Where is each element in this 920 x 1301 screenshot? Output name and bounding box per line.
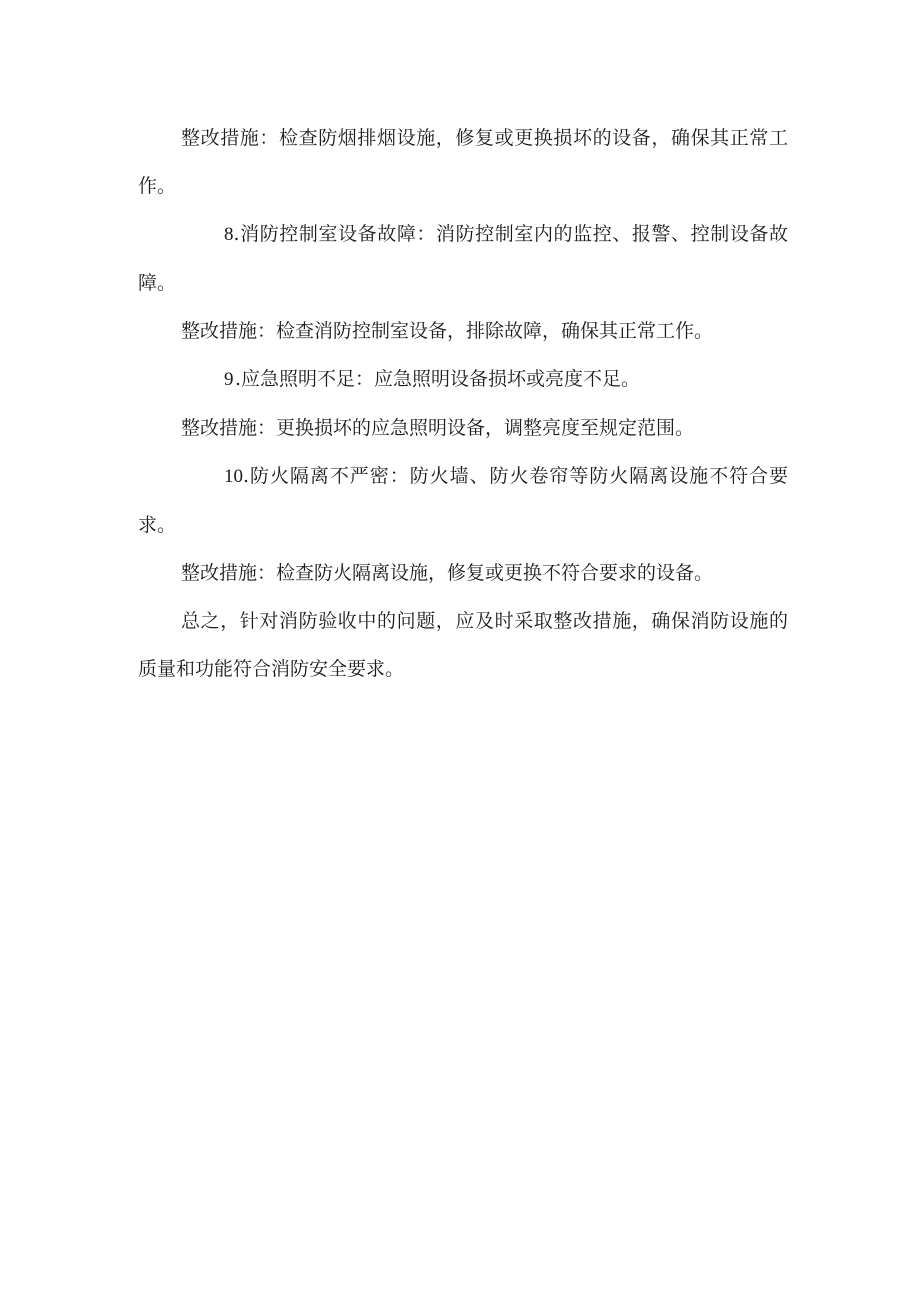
paragraph-rectification-emergency-lighting bbox=[138, 404, 788, 452]
paragraph-item-8-fire-control-room bbox=[138, 210, 788, 307]
paragraph-rectification-smoke-exhaust bbox=[138, 114, 788, 210]
paragraph-text: 整改措施：检查消防控制室设备，排除故障，确保其正常工作。 bbox=[181, 320, 714, 342]
paragraph-text: 整改措施：更换损坏的应急照明设备，调整亮度至规定范围。 bbox=[181, 417, 695, 439]
paragraph-text: .消防控制室设备故障：消防控制室内的监控、报警、控制设备故障。 bbox=[138, 223, 788, 294]
item-number: 9 bbox=[224, 369, 234, 390]
paragraph-rectification-fire-control-room bbox=[138, 307, 788, 355]
paragraph-text: 整改措施：检查防火隔离设施，修复或更换不符合要求的设备。 bbox=[181, 562, 714, 584]
paragraph-conclusion bbox=[138, 597, 788, 693]
paragraph-item-9-emergency-lighting bbox=[138, 355, 788, 404]
paragraph-item-10-fire-separation bbox=[138, 452, 788, 549]
document-body bbox=[138, 114, 788, 693]
item-number: 10 bbox=[224, 466, 243, 487]
paragraph-text: .应急照明不足：应急照明设备损坏或亮度不足。 bbox=[235, 368, 641, 390]
paragraph-text: .防火隔离不严密：防火墙、防火卷帘等防火隔离设施不符合要求。 bbox=[138, 465, 788, 536]
item-number: 8 bbox=[224, 224, 234, 245]
paragraph-text: 整改措施：检查防烟排烟设施，修复或更换损坏的设备，确保其正常工作。 bbox=[138, 127, 788, 197]
paragraph-text: 总之，针对消防验收中的问题，应及时采取整改措施，确保消防设施的质量和功能符合消防安全要求。 bbox=[138, 610, 788, 680]
paragraph-rectification-fire-separation bbox=[138, 549, 788, 597]
